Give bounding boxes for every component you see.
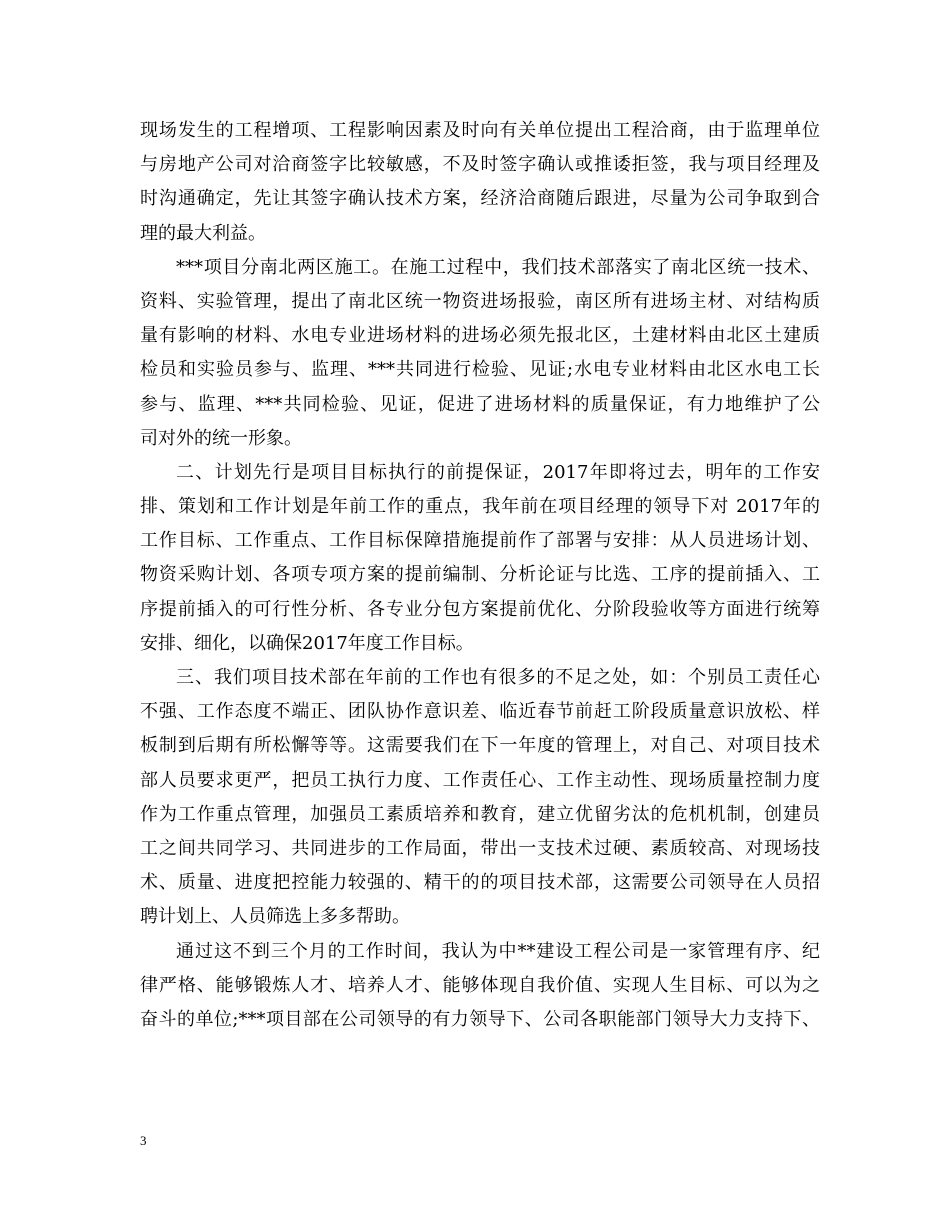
body-text bbox=[140, 114, 820, 1037]
text-line: 奋斗的单位;***项目部在公司领导的有力领导下、公司各职能部门领导大力支持下、 bbox=[140, 1008, 820, 1030]
page-number: 3 bbox=[140, 1133, 147, 1148]
text-line: 司对外的统一形象。 bbox=[140, 427, 302, 449]
text-line: 工之间共同学习、共同进步的工作局面，带出一支技术过硬、素质较高、对现场技 bbox=[140, 837, 820, 859]
text-line: 排、策划和工作计划是年前工作的重点，我年前在项目经理的领导下对 2017年的 bbox=[140, 496, 820, 518]
text-line: 板制到后期有所松懈等等。这需要我们在下一年度的管理上，对自己、对项目技术 bbox=[140, 735, 820, 757]
text-line: 序提前插入的可行性分析、各专业分包方案提前优化、分阶段验收等方面进行统筹 bbox=[140, 598, 820, 620]
text-line: 部人员要求更严，把员工执行力度、工作责任心、工作主动性、现场质量控制力度 bbox=[140, 769, 820, 791]
text-line: 时沟通确定，先让其签字确认技术方案，经济洽商随后跟进，尽量为公司争取到合 bbox=[140, 188, 820, 210]
text-line: 参与、监理、***共同检验、见证，促进了进场材料的质量保证，有力地维护了公 bbox=[140, 393, 820, 415]
text-line: 术、质量、进度把控能力较强的、精干的的项目技术部，这需要公司领导在人员招 bbox=[140, 872, 820, 894]
paragraph-first-line: 通过这不到三个月的工作时间，我认为中**建设工程公司是一家管理有序、纪 bbox=[176, 940, 820, 962]
text-line: 现场发生的工程增项、工程影响因素及时向有关单位提出工程洽商，由于监理单位 bbox=[140, 120, 820, 141]
text-line: 不强、工作态度不端正、团队协作意识差、临近春节前赶工阶段质量意识放松、样 bbox=[140, 701, 820, 723]
text-line: 理的最大利益。 bbox=[140, 222, 266, 244]
text-line: 聘计划上、人员筛选上多多帮助。 bbox=[140, 906, 410, 928]
text-line: 物资采购计划、各项专项方案的提前编制、分析论证与比选、工序的提前插入、工 bbox=[140, 564, 820, 586]
text-line: 与房地产公司对洽商签字比较敏感，不及时签字确认或推诿拒签，我与项目经理及 bbox=[140, 154, 820, 176]
text-line: 资料、实验管理，提出了南北区统一物资进场报验，南区所有进场主材、对结构质 bbox=[140, 290, 820, 312]
text-line: 安排、细化，以确保2017年度工作目标。 bbox=[140, 632, 474, 654]
text-line: 工作目标、工作重点、工作目标保障措施提前作了部署与安排：从人员进场计划、 bbox=[140, 530, 820, 552]
paragraph-first-line: 三、我们项目技术部在年前的工作也有很多的不足之处，如：个别员工责任心 bbox=[176, 667, 820, 688]
text-line: 作为工作重点管理，加强员工素质培养和教育，建立优留劣汰的危机机制，创建员 bbox=[140, 803, 820, 825]
text-line: 量有影响的材料、水电专业进场材料的进场必须先报北区，土建材料由北区土建质 bbox=[140, 325, 820, 347]
paragraph-first-line: 二、计划先行是项目目标执行的前提保证，2017年即将过去，明年的工作安 bbox=[176, 461, 820, 483]
text-line: 律严格、能够锻炼人才、培养人才、能够体现自我价值、实现人生目标、可以为之 bbox=[140, 974, 820, 996]
text-line: 检员和实验员参与、监理、***共同进行检验、见证;水电专业材料由北区水电工长 bbox=[140, 359, 820, 381]
paragraph-first-line: ***项目分南北两区施工。在施工过程中，我们技术部落实了南北区统一技术、 bbox=[176, 256, 820, 278]
